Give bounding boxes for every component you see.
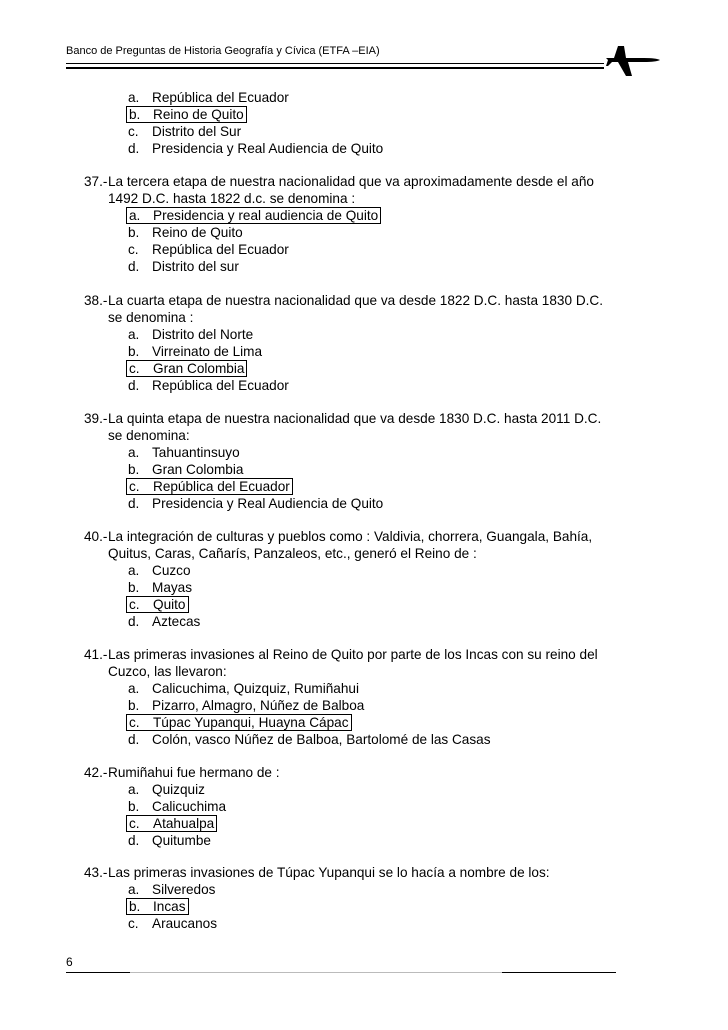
option-text: Calicuchima, Quizquiz, Rumiñahui xyxy=(152,681,360,696)
option-letter: a. xyxy=(128,563,140,578)
question-number: 38.- xyxy=(84,293,108,308)
answer-option-content xyxy=(126,882,217,899)
answer-option[interactable] xyxy=(126,478,662,495)
answer-option-content xyxy=(126,462,245,479)
answer-options xyxy=(126,444,662,512)
option-letter: b. xyxy=(128,799,140,814)
answer-option[interactable] xyxy=(126,798,662,815)
answer-option[interactable] xyxy=(126,377,662,394)
answer-option[interactable] xyxy=(126,207,662,224)
question-text: La quinta etapa de nuestra nacionalidad que va desde 1830 D.C. hasta 2011 D.C. xyxy=(108,411,602,426)
answer-option[interactable] xyxy=(126,89,662,106)
answer-options xyxy=(126,781,662,849)
option-letter: d. xyxy=(128,614,140,629)
option-text: Silveredos xyxy=(152,882,216,897)
option-text: Virreinato de Lima xyxy=(152,344,263,359)
option-letter: d. xyxy=(128,141,140,156)
answer-option[interactable] xyxy=(126,731,662,748)
option-text: Distrito del sur xyxy=(152,259,239,274)
option-text: Presidencia y Real Audiencia de Quito xyxy=(152,496,384,511)
option-letter: d. xyxy=(128,378,140,393)
question-42 xyxy=(84,764,662,849)
option-text: Distrito del Norte xyxy=(152,327,254,342)
top-options-block xyxy=(84,89,662,157)
answer-option[interactable] xyxy=(126,495,662,512)
answer-option[interactable] xyxy=(126,123,662,140)
selected-answer-box xyxy=(126,207,381,224)
answer-option[interactable] xyxy=(126,258,662,275)
answer-option-content xyxy=(126,225,245,242)
option-letter: d. xyxy=(128,833,140,848)
footer-rule-left xyxy=(66,972,130,973)
answer-options xyxy=(126,326,662,394)
question-41 xyxy=(84,646,662,748)
option-text: Reino de Quito xyxy=(153,107,244,122)
selected-answer-box xyxy=(126,714,352,731)
answer-option-content xyxy=(126,327,255,344)
question-text-continued: se denomina: xyxy=(108,428,190,443)
answer-option-content xyxy=(126,782,207,799)
answer-option[interactable] xyxy=(126,241,662,258)
footer-rule-thin xyxy=(130,972,502,973)
answer-option[interactable] xyxy=(126,596,662,613)
option-text: Gran Colombia xyxy=(153,361,245,376)
option-letter: a. xyxy=(128,782,140,797)
answer-option-content xyxy=(126,90,291,107)
option-text: Tahuantinsuyo xyxy=(152,445,240,460)
option-text: Quitumbe xyxy=(152,833,211,848)
option-text: Reino de Quito xyxy=(152,225,243,240)
selected-answer-box xyxy=(126,815,217,832)
answer-option[interactable] xyxy=(126,579,662,596)
option-letter: d. xyxy=(128,732,140,747)
option-letter: a. xyxy=(128,882,140,897)
question-43 xyxy=(84,864,662,932)
option-text: República del Ecuador xyxy=(153,479,290,494)
option-text: República del Ecuador xyxy=(152,242,289,257)
question-39 xyxy=(84,410,662,512)
selected-answer-box xyxy=(126,106,247,123)
option-letter: b. xyxy=(128,580,140,595)
option-text: Distrito del Sur xyxy=(152,124,242,139)
answer-option[interactable] xyxy=(126,832,662,849)
selected-answer-box xyxy=(126,478,293,495)
answer-option-content xyxy=(126,563,193,580)
answer-option[interactable] xyxy=(126,444,662,461)
question-number: 41.- xyxy=(84,647,108,662)
question-number: 37.- xyxy=(84,174,108,189)
option-letter: c. xyxy=(129,597,140,612)
option-letter: b. xyxy=(129,899,141,914)
answer-option-content xyxy=(126,259,241,276)
question-number: 42.- xyxy=(84,765,108,780)
option-text: Incas xyxy=(153,899,186,914)
option-letter: b. xyxy=(128,462,140,477)
answer-option-content xyxy=(126,732,493,749)
footer-rule-right xyxy=(502,972,616,973)
question-38 xyxy=(84,292,662,394)
answer-option-content xyxy=(126,344,264,361)
option-letter: a. xyxy=(129,208,141,223)
question-text: Las primeras invasiones de Túpac Yupanqui se lo hacía a nombre de los: xyxy=(108,865,550,880)
header-rule-bottom xyxy=(66,67,604,69)
option-text: Presidencia y Real Audiencia de Quito xyxy=(152,141,384,156)
question-40 xyxy=(84,528,662,630)
answer-option[interactable] xyxy=(126,915,662,932)
answer-option-content xyxy=(126,799,228,816)
option-letter: a. xyxy=(128,327,140,342)
jet-plane-icon xyxy=(604,42,662,78)
option-letter: a. xyxy=(128,445,140,460)
option-text: Aztecas xyxy=(152,614,201,629)
option-text: Mayas xyxy=(152,580,193,595)
page-number: 6 xyxy=(66,955,73,969)
option-text: Quizquiz xyxy=(152,782,205,797)
option-text: Quito xyxy=(153,597,186,612)
answer-option[interactable] xyxy=(126,562,662,579)
option-text: Atahualpa xyxy=(153,816,215,831)
option-letter: c. xyxy=(129,479,140,494)
option-letter: b. xyxy=(128,225,140,240)
question-text: La tercera etapa de nuestra nacionalidad que va aproximadamente desde el año xyxy=(108,174,594,189)
option-text: Gran Colombia xyxy=(152,462,244,477)
option-letter: a. xyxy=(128,681,140,696)
question-text-continued: 1492 D.C. hasta 1822 d.c. se denomina : xyxy=(108,191,356,206)
answer-option-content xyxy=(126,124,243,141)
option-text: Presidencia y real audiencia de Quito xyxy=(153,208,379,223)
option-letter: c. xyxy=(128,242,139,257)
option-letter: c. xyxy=(129,816,140,831)
answer-option-content xyxy=(126,378,291,395)
option-text: Túpac Yupanqui, Huayna Cápac xyxy=(153,715,349,730)
answer-option-content xyxy=(126,496,385,513)
option-text: Colón, vasco Núñez de Balboa, Bartolomé de las Casas xyxy=(152,732,491,747)
answer-option[interactable] xyxy=(126,680,662,697)
selected-answer-box xyxy=(126,898,189,915)
question-number: 39.- xyxy=(84,411,108,426)
option-letter: d. xyxy=(128,496,140,511)
answer-option[interactable] xyxy=(126,815,662,832)
option-letter: a. xyxy=(128,90,140,105)
answer-option-content xyxy=(126,580,194,597)
answer-options xyxy=(126,562,662,630)
answer-option[interactable] xyxy=(126,898,662,915)
answer-option-content xyxy=(126,698,366,715)
option-letter: b. xyxy=(129,107,141,122)
answer-option-content xyxy=(126,242,291,259)
answer-option[interactable] xyxy=(126,881,662,898)
question-text-continued: se denomina : xyxy=(108,310,194,325)
option-letter: c. xyxy=(128,916,139,931)
option-text: República del Ecuador xyxy=(152,378,289,393)
answer-option[interactable] xyxy=(126,714,662,731)
answer-option[interactable] xyxy=(126,461,662,478)
question-number: 40.- xyxy=(84,529,108,544)
answer-option[interactable] xyxy=(126,140,662,157)
question-text-continued: Cuzco, las llevaron: xyxy=(108,664,227,679)
answer-option[interactable] xyxy=(126,613,662,630)
answer-option-content xyxy=(126,833,213,850)
question-text-continued: Quitus, Caras, Cañarís, Panzaleos, etc., generó el Reino de : xyxy=(108,546,477,561)
option-text: Araucanos xyxy=(152,916,217,931)
answer-option-content xyxy=(126,614,202,631)
question-text: La integración de culturas y pueblos como : Valdivia, chorrera, Guangala, Bahía, xyxy=(108,529,593,544)
option-letter: c. xyxy=(129,715,140,730)
option-text: República del Ecuador xyxy=(152,90,289,105)
question-text: La cuarta etapa de nuestra nacionalidad que va desde 1822 D.C. hasta 1830 D.C. xyxy=(108,293,604,308)
option-letter: c. xyxy=(129,361,140,376)
answer-option[interactable] xyxy=(126,343,662,360)
answer-option-content xyxy=(126,681,361,698)
question-number: 43.- xyxy=(84,865,108,880)
option-letter: d. xyxy=(128,259,140,274)
answer-options xyxy=(126,680,662,748)
answer-option-content xyxy=(126,445,242,462)
option-text: Calicuchima xyxy=(152,799,227,814)
answer-options xyxy=(126,207,662,275)
answer-option[interactable] xyxy=(126,781,662,798)
question-text: Las primeras invasiones al Reino de Quito por parte de los Incas con su reino del xyxy=(108,647,598,662)
question-text: Rumiñahui fue hermano de : xyxy=(108,765,280,780)
option-text: Cuzco xyxy=(152,563,191,578)
answer-option[interactable] xyxy=(126,697,662,714)
selected-answer-box xyxy=(126,596,189,613)
answer-options xyxy=(126,881,662,932)
header-rule-top xyxy=(66,63,604,64)
answer-option[interactable] xyxy=(126,326,662,343)
option-text: Pizarro, Almagro, Núñez de Balboa xyxy=(152,698,365,713)
answer-option[interactable] xyxy=(126,360,662,377)
selected-answer-box xyxy=(126,360,247,377)
answer-option-content xyxy=(126,916,219,933)
answer-option-content xyxy=(126,141,385,158)
option-letter: b. xyxy=(128,344,140,359)
answer-option[interactable] xyxy=(126,224,662,241)
option-letter: b. xyxy=(128,698,140,713)
question-37 xyxy=(84,173,662,275)
answer-option[interactable] xyxy=(126,106,662,123)
header-title: Banco de Preguntas de Historia Geografía y Cívica (ETFA –EIA) xyxy=(66,45,380,57)
option-letter: c. xyxy=(128,124,139,139)
